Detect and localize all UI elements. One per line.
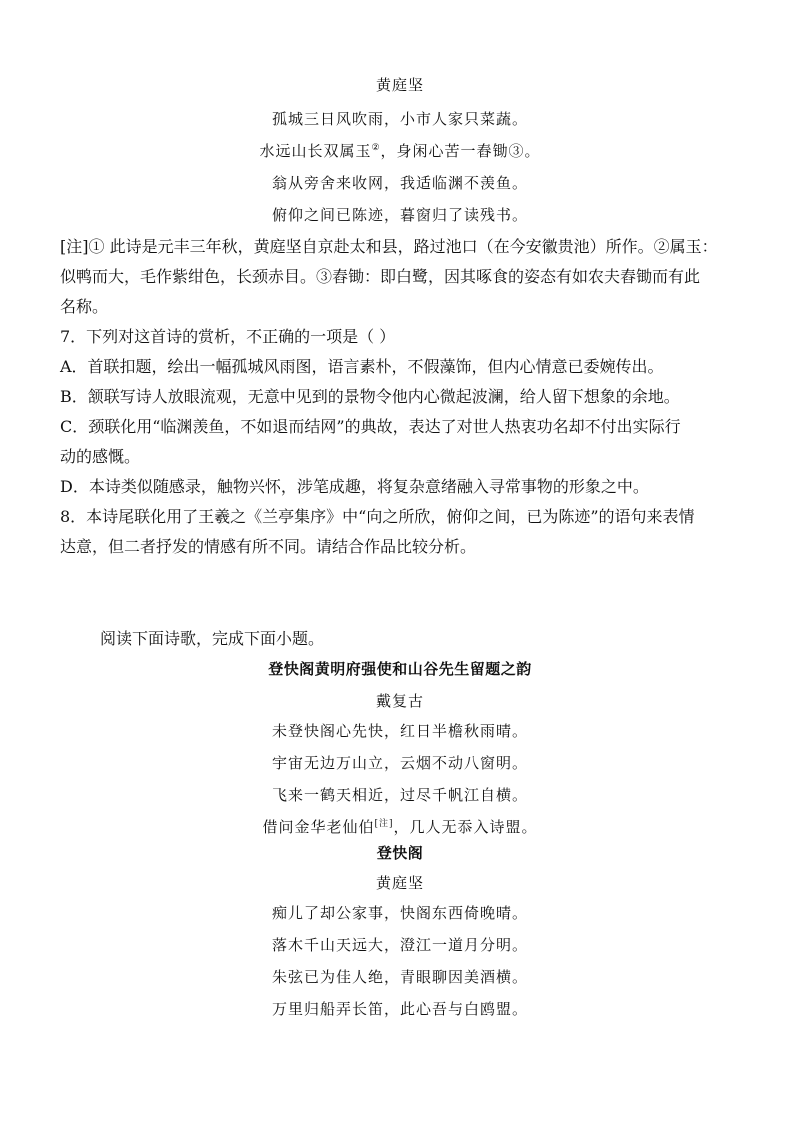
question-7-option-d: D．本诗类似随感录，触物兴怀，涉笔成趣，将复杂意绪融入寻常事物的形象之中。 xyxy=(60,477,649,496)
note-line-3: 名称。 xyxy=(60,297,109,316)
poem-line-text: 痴儿了却公家事，快阁东西倚晚晴。 xyxy=(271,904,528,922)
poem-line-tail: ，几人无忝入诗盟。 xyxy=(393,818,538,836)
poem1-line-3 xyxy=(0,172,800,193)
poem-line-text: 借问金华老仙伯 xyxy=(262,818,375,836)
poem1-line-1 xyxy=(0,108,800,129)
poem-line-text: 飞来一鹤天相近，过尽千帆江自横。 xyxy=(271,786,528,804)
question-7-option-c: C．颈联化用“临渊羡鱼，不如退而结网”的典故，表达了对世人热衷功名却不付出实际行 xyxy=(60,417,681,436)
question-7-option-b: B．颔联写诗人放眼流观，无意中见到的景物令他内心微起波澜，给人留下想象的余地。 xyxy=(60,387,680,406)
poem1-line-4 xyxy=(0,204,800,225)
poem3-line-1 xyxy=(0,902,800,923)
poem2-line-1 xyxy=(0,720,800,741)
poem3-line-2 xyxy=(0,934,800,955)
note-line-2: 似鸭而大，毛作紫绀色，长颈赤目。③舂锄：即白鹭，因其啄食的姿态有如农夫舂锄而有此 xyxy=(60,267,701,286)
poem-line-text: 落木千山天远大，澄江一道月分明。 xyxy=(271,936,528,954)
poem3-title: 登快阁 xyxy=(376,844,424,862)
poem2-line-4 xyxy=(0,816,800,837)
question-7-option-c-cont: 动的感慨。 xyxy=(60,447,141,466)
footnote-marker: [注] xyxy=(374,819,394,829)
question-7-stem: 7．下列对这首诗的赏析，不正确的一项是（ ） xyxy=(60,327,396,346)
poem-line-text: 孤城三日风吹雨，小市人家只菜蔬。 xyxy=(271,110,528,128)
poem-line-text: 朱弦已为佳人绝，青眼聊因美酒横。 xyxy=(271,968,528,986)
poem1-author: 黄庭坚 xyxy=(375,76,424,94)
poem3-line-4 xyxy=(0,998,800,1019)
reading-instruction: 阅读下面诗歌，完成下面小题。 xyxy=(100,629,325,648)
question-7-option-a: A．首联扣题，绘出一幅孤城风雨图，语言素朴，不假藻饰，但内心情意已委婉传出。 xyxy=(60,357,664,376)
poem2-title: 登快阁黄明府强使和山谷先生留题之韵 xyxy=(268,660,532,678)
poem2-line-3 xyxy=(0,784,800,805)
poem1-line-2 xyxy=(0,140,800,161)
question-8-line-2: 达意，但二者抒发的情感有所不同。请结合作品比较分析。 xyxy=(60,537,477,556)
question-8-line-1: 8．本诗尾联化用了王羲之《兰亭集序》中“向之所欣，俯仰之间，已为陈迹”的语句来表情 xyxy=(60,507,695,526)
poem2-line-2 xyxy=(0,752,800,773)
poem2-author: 戴复古 xyxy=(375,692,424,710)
poem-line-text: 宇宙无边万山立，云烟不动八窗明。 xyxy=(271,754,528,772)
poem3-author: 黄庭坚 xyxy=(375,874,424,892)
poem3-line-3 xyxy=(0,966,800,987)
footnote-marker: ② xyxy=(371,143,381,153)
poem-line-text: 俯仰之间已陈迹，暮窗归了读残书。 xyxy=(271,206,528,224)
poem-line-text: 水远山长双属玉 xyxy=(259,142,372,160)
note-line-1: [注]① 此诗是元丰三年秋，黄庭坚自京赴太和县，路过池口（在今安徽贵池）所作。②属玉： xyxy=(60,237,718,256)
poem-line-tail: ，身闲心苦一舂锄③。 xyxy=(380,142,541,160)
poem-line-text: 翁从旁舍来收网，我适临渊不羡鱼。 xyxy=(271,174,528,192)
poem-line-text: 未登快阁心先快，红日半檐秋雨晴。 xyxy=(271,722,528,740)
poem-line-text: 万里归船弄长笛，此心吾与白鸥盟。 xyxy=(271,1000,528,1018)
